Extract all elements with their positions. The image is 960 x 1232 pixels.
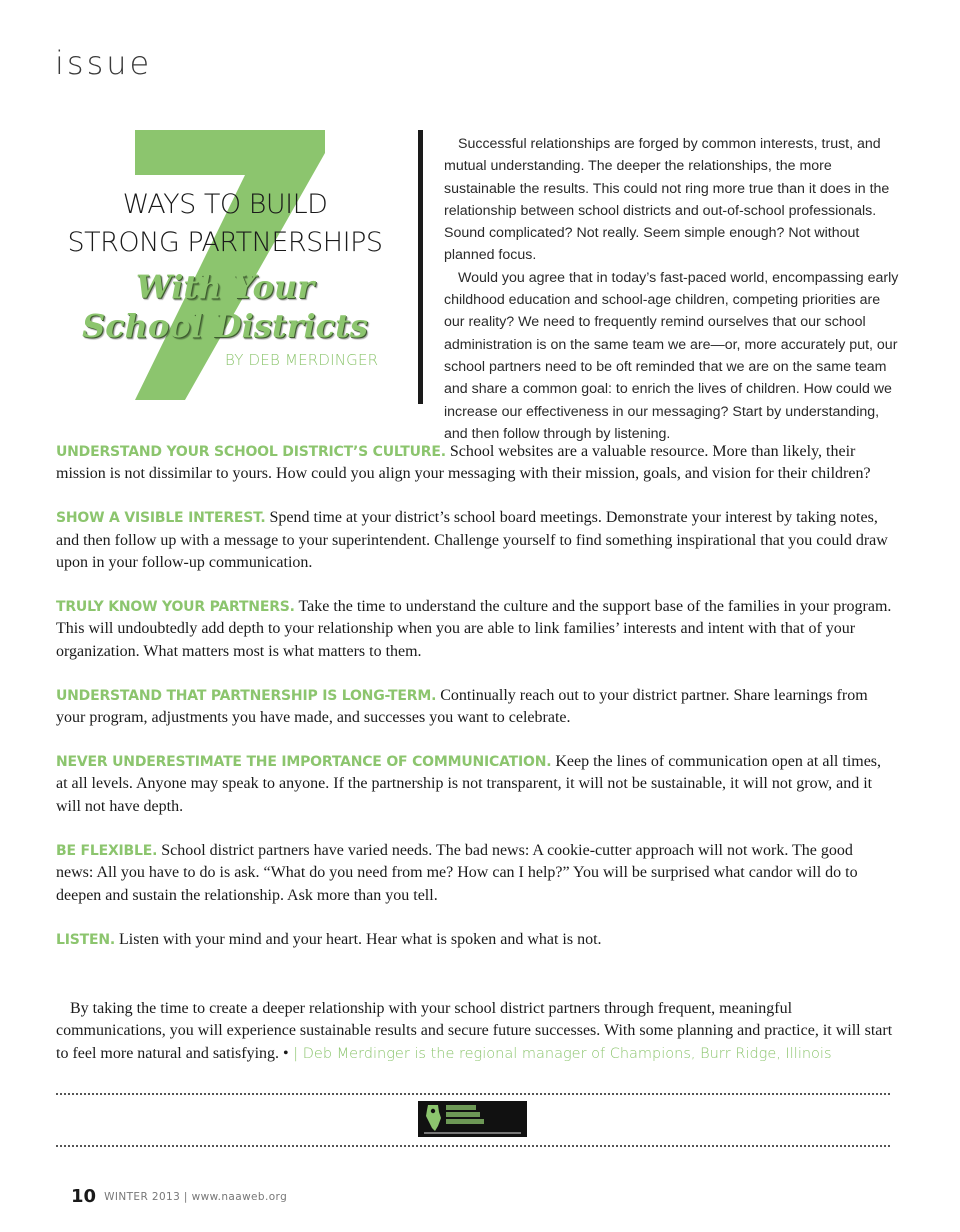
page-number: 10 [71, 1186, 97, 1207]
illinois-map-icon [424, 1104, 442, 1132]
logo-tagline [424, 1132, 521, 1134]
tip-heading: SHOW A VISIBLE INTEREST. [56, 510, 266, 527]
title-line-1: WAYS TO BUILD [122, 189, 328, 220]
tip-heading: NEVER UNDERESTIMATE THE IMPORTANCE OF COMMUNICATION. [56, 754, 552, 771]
page-footer [71, 1186, 287, 1207]
tip-body: Spend time at your district’s school board meetings. Demonstrate your interest by taking notes, and then follow up with a message to your superintendent. Challenge yourself to find something inspirational that you could draw upon in your follow-up communication. [56, 509, 888, 572]
author-note: | Deb Merdinger is the regional manager of Champions, Burr Ridge, Illinois [288, 1045, 832, 1062]
tip-body: Take the time to understand the culture and the support base of the families in your program. This will undoubtedly add depth to your relationship when you are able to link families’ interests and intent with that of your organization. What matters most is what matters to them. [56, 598, 892, 660]
tip-item [56, 507, 894, 574]
vertical-divider [418, 130, 423, 404]
title-script-1: With Your [135, 268, 315, 306]
intro-paragraph-1: Successful relationships are forged by common interests, trust, and mutual understanding. The deeper the relationships, the more sustainable the results. This could not ring more true than it does in the relationship between school districts and out-of-school professionals. Sound complicated? Not really. Seem simple enough? Not without planned focus. [444, 136, 890, 264]
dotted-divider-bottom [56, 1145, 890, 1147]
tip-item [56, 596, 894, 663]
tip-item [56, 685, 894, 730]
tip-body: Continually reach out to your district partner. Share learnings from your program, adjustments you have made, and successes you want to celebrate. [56, 686, 868, 727]
title-script-2: School Districts [82, 307, 368, 345]
closing-paragraph [56, 998, 896, 1065]
tip-heading: BE FLEXIBLE. [56, 842, 158, 859]
illinois-afterschool-logo [418, 1101, 527, 1137]
byline: BY DEB MERDINGER [225, 351, 379, 369]
tip-heading: TRULY KNOW YOUR PARTNERS. [56, 599, 295, 616]
intro-paragraph-2: Would you agree that in today’s fast-paced world, encompassing early childhood education and school-age children, competing priorities are our reality? We need to frequently remind ourselves that our school administration is on the same team we are—or, more accurately put, our school partners need to be oft reminded that we are on the same team and share a common goal: to enrich the lives of children. How could we increase our effectiveness in our messaging? Start by understanding, and then follow through by listening. [444, 269, 899, 442]
footer-info: WINTER 2013 | www.naaweb.org [104, 1190, 288, 1203]
tip-body: Listen with your mind and your heart. Hear what is spoken and what is not. [118, 930, 602, 948]
tips-list [56, 441, 894, 972]
article-title-block [60, 125, 390, 410]
tip-item [56, 929, 894, 951]
dotted-divider-top [56, 1093, 890, 1095]
tip-heading: UNDERSTAND THAT PARTNERSHIP IS LONG-TERM. [56, 687, 437, 704]
tip-heading: UNDERSTAND YOUR SCHOOL DISTRICT’S CULTURE. [56, 444, 446, 460]
tip-body: School websites are a valuable resource. More than likely, their mission is not dissimilar to yours. How could you align your messaging with their mission, goals, and vision for their children? [56, 443, 871, 483]
logo-wordmark [446, 1105, 484, 1126]
tip-body: Keep the lines of communication open at all times, at all levels. Anyone may speak to anyone. If the partnership is not transparent, it will not be sustainable, it will not grow, and it will not have depth. [56, 753, 882, 815]
tip-heading: LISTEN. [56, 931, 115, 948]
intro-text [444, 133, 904, 445]
tip-item [56, 751, 894, 818]
closing-text: By taking the time to create a deeper relationship with your school district partners through frequent, meaningful communications, you will experience sustainable results and secure future successes. With some planning and practice, it will start to feel more natural and satisfying. • [56, 1000, 893, 1062]
section-label: issue [55, 44, 153, 82]
tip-item [56, 840, 894, 907]
title-line-2: STRONG PARTNERSHIPS [67, 227, 383, 258]
tip-item [56, 441, 894, 486]
tip-body: School district partners have varied needs. The bad news: A cookie-cutter approach will not work. The good news: All you have to do is ask. “What do you need from me? How can I help?” You will be surprised what candor will do to deepen and sustain the relationship. Ask more than you tell. [56, 841, 858, 904]
